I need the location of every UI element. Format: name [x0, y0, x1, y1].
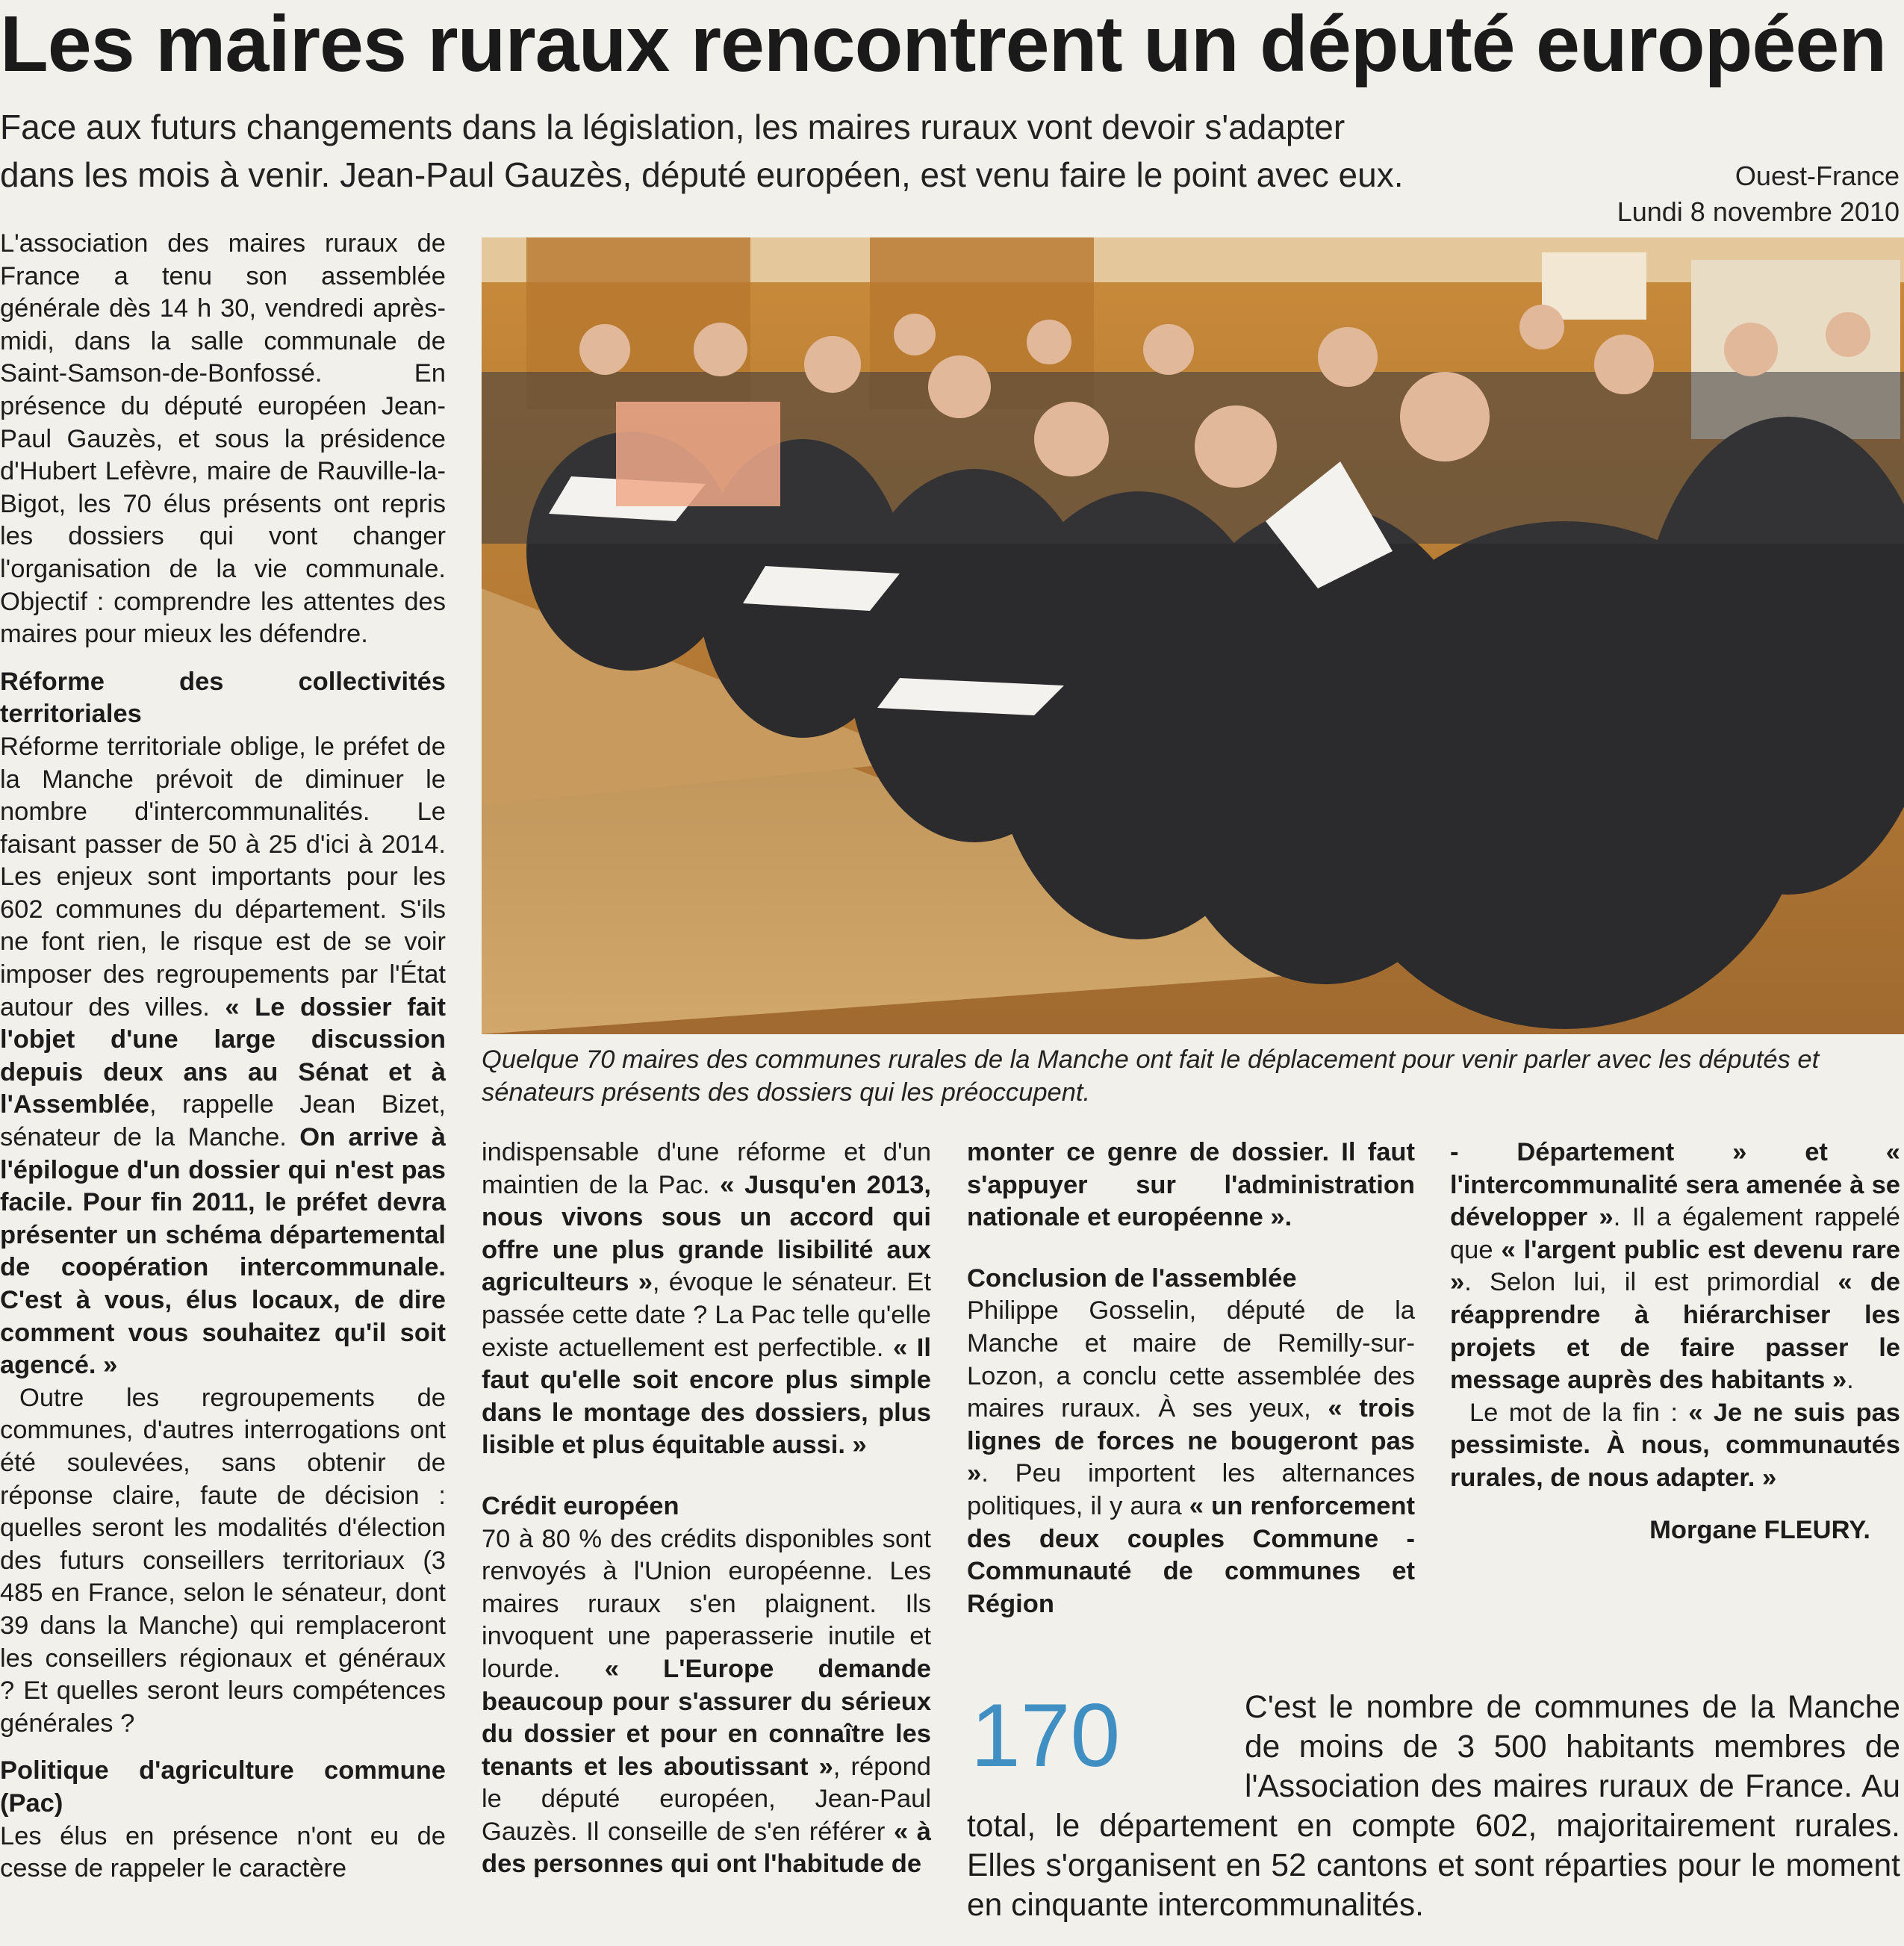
- publication-date: Lundi 8 novembre 2010: [1617, 196, 1900, 227]
- quote-run: On arrive à l'épilogue d'un dossier qui n'est pas facile. Pour fin 2011, le préfet devra présenter un schéma départemental de coopération intercommunale. C'est à vous, élus locaux, de dire comment vous souhaitez qu'il soit agencé. »: [0, 1123, 446, 1380]
- paragraph-reforme: [0, 731, 446, 1382]
- infobox-number: 170: [971, 1685, 1121, 1785]
- paragraph-conclusion-cont: [1450, 1137, 1900, 1397]
- text-run: . Selon lui, il est primordial: [1464, 1268, 1838, 1297]
- quote-run: « Le dossier fait l'objet d'une large discussion depuis deux ans au Sénat et à l'Assemblée: [0, 992, 446, 1119]
- paragraph-conclusion: [967, 1295, 1415, 1620]
- text-run: , évoque le sénateur. Et passée cette date ? La Pac telle qu'elle existe actuellement est perfectible.: [482, 1268, 931, 1362]
- quote-run: « à des personnes qui ont l'habitude de: [482, 1817, 931, 1879]
- quote-run: « l'argent public est devenu rare »: [1450, 1235, 1900, 1297]
- source-name: Ouest-France: [1735, 161, 1900, 191]
- standfirst-line-2: dans les mois à venir. Jean-Paul Gauzès, député européen, est venu faire le point avec eux.: [0, 155, 1404, 194]
- paragraph-credit: [482, 1523, 931, 1882]
- standfirst-line-1: Face aux futurs changements dans la législation, les maires ruraux vont devoir s'adapter: [0, 108, 1345, 146]
- text-run: Philippe Gosselin, député de la Manche et maire de Remilly-sur-Lozon, a conclu cette assemblée des maires ruraux. À ses yeux,: [967, 1296, 1415, 1423]
- paragraph-pac-start: Les élus en présence n'ont eu de cesse de rappeler le caractère: [0, 1821, 446, 1883]
- author-signature: Morgane FLEURY.: [1649, 1515, 1870, 1544]
- paragraph-interrogations: Outre les regroupements de communes, d'autres interrogations ont été soulevées, sans obtenir de réponse claire, faute de décision : quelles seront les modalités d'élection des futurs conseillers territoriaux (3 485 en France, selon le sénateur, dont 39 dans la Manche) qui remplaceront les conseillers régionaux et généraux ? Et quelles seront leurs compétences générales ?: [0, 1383, 446, 1738]
- quote-run: « trois lignes de forces ne bougeront pas »: [967, 1394, 1415, 1488]
- text-run: , rappelle Jean Bizet, sénateur de la Manche.: [0, 1090, 446, 1152]
- article-column-4: [1450, 1137, 1900, 1546]
- paragraph-pac-cont: [482, 1137, 931, 1462]
- text-run: 70 à 80 % des crédits disponibles sont renvoyés à l'Union européenne. Les maires ruraux s'en plaignent. Ils invoquent une paperasserie inutile et lourde.: [482, 1524, 931, 1683]
- infobox-number-spacer: [967, 1685, 1245, 1806]
- infobox-text: C'est le nombre de communes de la Manche de moins de 3 500 habitants membres de l'Association des maires ruraux de France. Au total, le département en compte 602, majoritairement rurales. Elles s'organisent en 52 cantons et sont réparties pour le moment en cinquante intercommunalités.: [967, 1690, 1900, 1923]
- photo-caption: Quelque 70 maires des communes rurales de la Manche ont fait le déplacement pour venir parler avec les députés et sénateurs présents des dossiers qui les préoccupent.: [482, 1045, 1820, 1107]
- quote-run: - Département » et « l'intercommunalité sera amenée à se développer »: [1450, 1138, 1900, 1232]
- paragraph-final-word: [1450, 1397, 1900, 1495]
- standfirst: [0, 103, 1590, 199]
- article-column-3: [967, 1137, 1415, 1620]
- source-block: [1617, 158, 1900, 230]
- section-heading-credit: Crédit européen: [482, 1491, 679, 1520]
- headline: Les maires ruraux rencontrent un député européen: [0, 0, 1887, 88]
- section-heading-pac: Politique d'agriculture commune (Pac): [0, 1756, 446, 1818]
- text-run: . Il a également rappelé que: [1450, 1203, 1900, 1264]
- meeting-photo: [482, 237, 1904, 1034]
- quote-run: « Il faut qu'elle soit encore plus simple dans le montage des dossiers, plus lisible et plus équitable aussi. »: [482, 1333, 931, 1460]
- text-run: Réforme territoriale oblige, le préfet de la Manche prévoit de diminuer le nombre d'intercommunalités. Le faisant passer de 50 à 25 d'ici à 2014. Les enjeux sont importants pour les 602 communes du département. S'ils ne font rien, le risque est de se voir imposer des regroupements par l'État autour des villes.: [0, 732, 446, 1022]
- text-run: indispensable d'une réforme et d'un maintien de la Pac.: [482, 1138, 931, 1199]
- quote-run: « Jusqu'en 2013, nous vivons sous un accord qui offre une plus grande lisibilité aux agriculteurs »: [482, 1170, 931, 1297]
- section-heading-reforme: Réforme des collectivités territoriales: [0, 667, 446, 729]
- text-run: , répond le député européen, Jean-Paul Gauzès. Il conseille de s'en référer: [482, 1752, 931, 1846]
- quote-run: monter ce genre de dossier. Il faut s'appuyer sur l'administration nationale et européenne ».: [967, 1138, 1415, 1232]
- meeting-photo-illustration: [482, 237, 1904, 1034]
- article-column-1: [0, 228, 446, 1886]
- infobox-text-block: [967, 1685, 1900, 1925]
- section-heading-conclusion: Conclusion de l'assemblée: [967, 1263, 1297, 1293]
- paragraph-credit-cont: [967, 1137, 1415, 1234]
- quote-run: « de réapprendre à hiérarchiser les projets et de faire passer le message auprès des habitants »: [1450, 1268, 1900, 1395]
- quote-run: « Je ne suis pas pessimiste. À nous, communautés rurales, de nous adapter. »: [1450, 1398, 1900, 1492]
- text-run: .: [1847, 1366, 1854, 1395]
- quote-run: « L'Europe demande beaucoup pour s'assurer du sérieux du dossier et pour en connaître les tenants et les aboutissant »: [482, 1654, 931, 1781]
- text-run: Le mot de la fin :: [1469, 1398, 1689, 1427]
- article-column-2: [482, 1137, 931, 1881]
- quote-run: « un renforcement des deux couples Commune - Communauté de communes et Région: [967, 1491, 1415, 1618]
- intro-paragraph: L'association des maires ruraux de France a tenu son assemblée générale dès 14 h 30, vendredi après-midi, dans la salle communale de Saint-Samson-de-Bonfossé. En présence du député européen Jean-Paul Gauzès, et sous la présidence d'Hubert Lefèvre, maire de Rauville-la-Bigot, les 70 élus présents ont repris les dossiers qui vont changer l'organisation de la vie communale. Objectif : comprendre les attentes des maires pour mieux les défendre.: [0, 229, 446, 649]
- text-run: . Peu importent les alternances politiques, il y aura: [967, 1459, 1415, 1520]
